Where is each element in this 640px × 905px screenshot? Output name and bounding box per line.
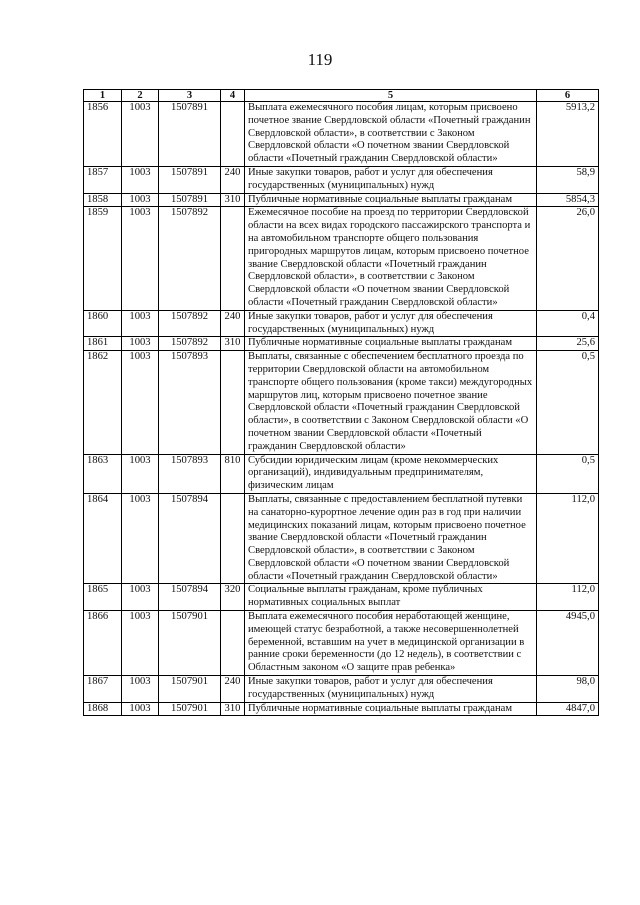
table-row xyxy=(84,702,599,716)
row-section: 1003 xyxy=(122,493,159,584)
page-number: 119 xyxy=(307,50,333,69)
table-row xyxy=(84,351,599,454)
row-description: Публичные нормативные социальные выплаты гражданам xyxy=(245,337,537,351)
row-section: 1003 xyxy=(122,102,159,167)
row-number: 1863 xyxy=(84,454,122,493)
row-section: 1003 xyxy=(122,193,159,207)
row-amount: 25,6 xyxy=(537,337,599,351)
header-col-5: 5 xyxy=(245,90,537,102)
row-article: 1507892 xyxy=(159,337,221,351)
row-amount: 112,0 xyxy=(537,584,599,611)
table-row xyxy=(84,611,599,676)
row-number: 1868 xyxy=(84,702,122,716)
row-expense-type xyxy=(221,493,245,584)
row-section: 1003 xyxy=(122,337,159,351)
header-col-3: 3 xyxy=(159,90,221,102)
row-article: 1507894 xyxy=(159,493,221,584)
row-expense-type: 320 xyxy=(221,584,245,611)
header-col-6: 6 xyxy=(537,90,599,102)
table-row xyxy=(84,584,599,611)
row-number: 1856 xyxy=(84,102,122,167)
table-row xyxy=(84,207,599,310)
row-expense-type: 310 xyxy=(221,193,245,207)
row-article: 1507893 xyxy=(159,351,221,454)
row-article: 1507891 xyxy=(159,193,221,207)
row-amount: 112,0 xyxy=(537,493,599,584)
row-section: 1003 xyxy=(122,310,159,337)
row-description: Выплата ежемесячного пособия неработающей женщине, имеющей статус безработной, а также несовершеннолетней беременной, вставшим на учет в медицинской организации в ранние сроки беременности (до 12 недель), в соответствии с Областным законом «О защите прав ребенка» xyxy=(245,611,537,676)
row-description: Публичные нормативные социальные выплаты гражданам xyxy=(245,702,537,716)
row-section: 1003 xyxy=(122,166,159,193)
row-article: 1507891 xyxy=(159,166,221,193)
row-article: 1507901 xyxy=(159,676,221,703)
row-amount: 0,5 xyxy=(537,454,599,493)
row-section: 1003 xyxy=(122,611,159,676)
row-description: Иные закупки товаров, работ и услуг для обеспечения государственных (муниципальных) нужд xyxy=(245,166,537,193)
row-expense-type: 810 xyxy=(221,454,245,493)
row-description: Выплаты, связанные с предоставлением бесплатной путевки на санаторно-курортное лечение один раз в год при наличии медицинских показаний лицам, которым присвоено почетное звание Свердловской области «Почетный гражданин Свердловской области», в соответствии с Законом Свердловской области «О почетном звании Свердловской области «Почетный гражданин Свердловской области» xyxy=(245,493,537,584)
row-number: 1865 xyxy=(84,584,122,611)
row-expense-type: 240 xyxy=(221,310,245,337)
row-number: 1859 xyxy=(84,207,122,310)
table-row xyxy=(84,493,599,584)
table-row xyxy=(84,337,599,351)
row-number: 1867 xyxy=(84,676,122,703)
table-row xyxy=(84,193,599,207)
table-row xyxy=(84,454,599,493)
row-section: 1003 xyxy=(122,454,159,493)
row-article: 1507894 xyxy=(159,584,221,611)
row-number: 1862 xyxy=(84,351,122,454)
row-section: 1003 xyxy=(122,207,159,310)
table-row xyxy=(84,310,599,337)
row-amount: 58,9 xyxy=(537,166,599,193)
row-amount: 4945,0 xyxy=(537,611,599,676)
row-section: 1003 xyxy=(122,584,159,611)
header-col-1: 1 xyxy=(84,90,122,102)
row-expense-type: 240 xyxy=(221,166,245,193)
row-amount: 0,4 xyxy=(537,310,599,337)
row-expense-type xyxy=(221,611,245,676)
table-row xyxy=(84,676,599,703)
row-article: 1507901 xyxy=(159,611,221,676)
header-col-2: 2 xyxy=(122,90,159,102)
row-description: Иные закупки товаров, работ и услуг для обеспечения государственных (муниципальных) нужд xyxy=(245,676,537,703)
row-amount: 0,5 xyxy=(537,351,599,454)
budget-table xyxy=(83,89,599,716)
row-number: 1860 xyxy=(84,310,122,337)
row-expense-type xyxy=(221,102,245,167)
row-article: 1507891 xyxy=(159,102,221,167)
row-expense-type: 310 xyxy=(221,337,245,351)
row-description: Ежемесячное пособие на проезд по территории Свердловской области на всех видах городского пассажирского транспорта и на автомобильном транспорте общего пользования пригородных маршрутов лицам, которым присвоено почетное звание Свердловской области «Почетный гражданин Свердловской области», в соответствии с Законом Свердловской области «О почетном звании Свердловской области «Почетный гражданин Свердловской области» xyxy=(245,207,537,310)
row-article: 1507901 xyxy=(159,702,221,716)
row-expense-type xyxy=(221,207,245,310)
row-expense-type xyxy=(221,351,245,454)
table-row xyxy=(84,102,599,167)
row-amount: 26,0 xyxy=(537,207,599,310)
row-expense-type: 310 xyxy=(221,702,245,716)
row-description: Субсидии юридическим лицам (кроме некоммерческих организаций), индивидуальным предпринимателям, физическим лицам xyxy=(245,454,537,493)
row-article: 1507892 xyxy=(159,310,221,337)
row-expense-type: 240 xyxy=(221,676,245,703)
row-number: 1866 xyxy=(84,611,122,676)
row-number: 1861 xyxy=(84,337,122,351)
row-description: Выплата ежемесячного пособия лицам, которым присвоено почетное звание Свердловской области «Почетный гражданин Свердловской области», в соответствии с Законом Свердловской области «О почетном звании Свердловской области «Почетный гражданин Свердловской области» xyxy=(245,102,537,167)
row-article: 1507893 xyxy=(159,454,221,493)
row-number: 1864 xyxy=(84,493,122,584)
row-number: 1857 xyxy=(84,166,122,193)
row-description: Социальные выплаты гражданам, кроме публичных нормативных социальных выплат xyxy=(245,584,537,611)
row-section: 1003 xyxy=(122,702,159,716)
table-header xyxy=(84,90,599,102)
row-section: 1003 xyxy=(122,676,159,703)
table-body xyxy=(84,102,599,716)
row-section: 1003 xyxy=(122,351,159,454)
row-description: Публичные нормативные социальные выплаты гражданам xyxy=(245,193,537,207)
header-col-4: 4 xyxy=(221,90,245,102)
row-amount: 5913,2 xyxy=(537,102,599,167)
row-amount: 4847,0 xyxy=(537,702,599,716)
row-article: 1507892 xyxy=(159,207,221,310)
row-description: Иные закупки товаров, работ и услуг для обеспечения государственных (муниципальных) нужд xyxy=(245,310,537,337)
row-amount: 5854,3 xyxy=(537,193,599,207)
row-amount: 98,0 xyxy=(537,676,599,703)
row-description: Выплаты, связанные с обеспечением бесплатного проезда по территории Свердловской области на автомобильном транспорте общего пользования (кроме такси) междугородных маршрутов лиц, которым присвоено почетное звание Свердловской области «Почетный гражданин Свердловской области», в соответствии с Законом Свердловской области «О почетном звании Свердловской области «Почетный гражданин Свердловской области» xyxy=(245,351,537,454)
row-number: 1858 xyxy=(84,193,122,207)
table-row xyxy=(84,166,599,193)
